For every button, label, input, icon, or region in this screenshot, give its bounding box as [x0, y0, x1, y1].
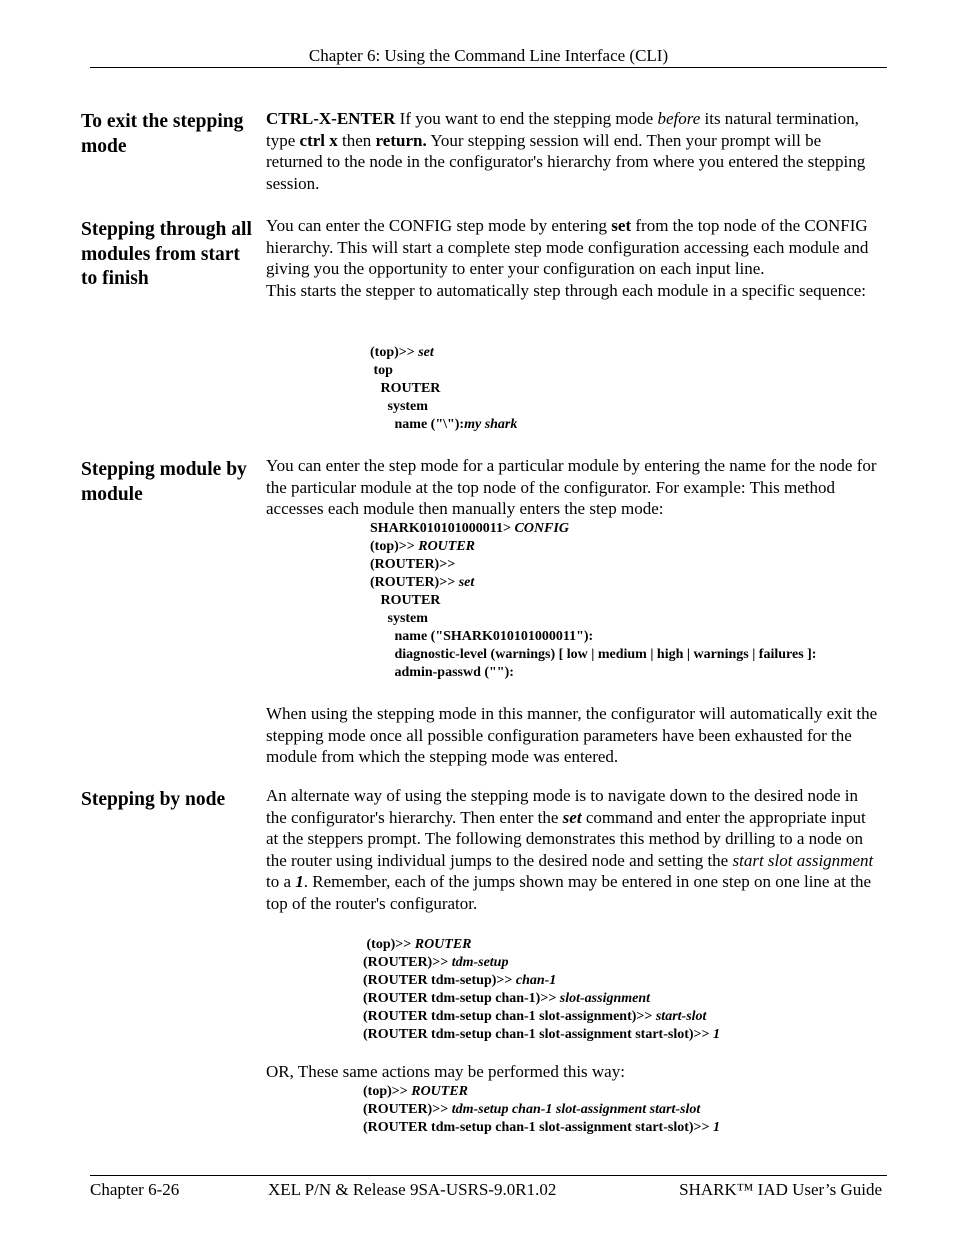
- code-line: name ("SHARK010101000011"):: [370, 629, 594, 644]
- paragraph-or-same-actions: OR, These same actions may be performed this way:: [266, 1062, 625, 1081]
- heading-stepping-all-modules: Stepping through all modules from start to finish: [81, 219, 252, 289]
- code-block-by-node-single-line: [363, 1083, 720, 1137]
- code-block-by-node-individual: [363, 936, 720, 1044]
- code-line: name ("\"):my shark: [370, 417, 518, 432]
- heading-stepping-module-by-module: Stepping module by module: [81, 459, 247, 505]
- footer-rule: [90, 1175, 887, 1176]
- code-line: (top)>> set: [370, 345, 434, 360]
- heading-exit-stepping-mode: To exit the stepping mode: [81, 111, 244, 157]
- code-line: (ROUTER tdm-setup chan-1 slot-assignment)>> start-slot: [363, 1009, 707, 1024]
- footer-guide-title: SHARK™ IAD User’s Guide: [679, 1180, 882, 1199]
- code-line: system: [370, 399, 428, 414]
- paragraph-exit-stepping-mode: CTRL-X-ENTER If you want to end the stepping mode before its natural termination, type ctrl x then return. Your stepping session will end. Then your prompt will be returned to the node in the configurator's hierarchy from where you entered the stepping session.: [266, 109, 866, 193]
- page-header: Chapter 6: Using the Command Line Interface (CLI): [308, 46, 669, 65]
- code-line: SHARK010101000011> CONFIG: [370, 521, 569, 536]
- code-line: (ROUTER tdm-setup chan-1 slot-assignment start-slot)>> 1: [363, 1027, 720, 1042]
- code-line: (ROUTER tdm-setup chan-1 slot-assignment start-slot)>> 1: [363, 1120, 720, 1135]
- code-line: system: [370, 611, 428, 626]
- code-line: (ROUTER tdm-setup chan-1)>> slot-assignment: [363, 991, 651, 1006]
- code-line: top: [370, 363, 393, 378]
- code-line: diagnostic-level (warnings) [ low | medium | high | warnings | failures ]:: [370, 647, 817, 662]
- code-block-all-modules: [370, 344, 517, 434]
- code-block-module-by-module: [370, 520, 816, 682]
- code-line: ROUTER: [370, 593, 441, 608]
- paragraph-stepping-all-modules: You can enter the CONFIG step mode by entering set from the top node of the CONFIG hierarchy. This will start a complete step mode configuration accessing each module and giving you the opportunity to enter your configuration on each input line. This starts the stepper to automatically step through each module in a specific sequence:: [266, 216, 869, 300]
- code-line: admin-passwd (""):: [370, 665, 514, 680]
- code-line: (top)>> ROUTER: [363, 1084, 469, 1099]
- paragraph-stepping-module-by-module: You can enter the step mode for a particular module by entering the name for the node for the particular module at the top node of the configurator. For example: This method accesses each module then manually enters the step mode:: [266, 456, 877, 519]
- code-line: ROUTER: [370, 381, 441, 396]
- code-line: (ROUTER)>> tdm-setup: [363, 955, 509, 970]
- heading-stepping-by-node: Stepping by node: [81, 789, 226, 810]
- footer-release: XEL P/N & Release 9SA-USRS-9.0R1.02: [268, 1180, 557, 1199]
- code-line: (ROUTER)>> tdm-setup chan-1 slot-assignment start-slot: [363, 1102, 701, 1117]
- code-line: (ROUTER)>> set: [370, 575, 475, 590]
- paragraph-stepping-by-node: An alternate way of using the stepping mode is to navigate down to the desired node in the configurator's hierarchy. Then enter the set command and enter the appropriate input at the steppers prompt. The following demonstrates this method by drilling to a node on the router using individual jumps to the desired node and setting the start slot assignment to a 1. Remember, each of the jumps shown may be entered in one step on one line at the top of the router's configurator.: [266, 786, 874, 913]
- code-line: (top)>> ROUTER: [363, 937, 472, 952]
- ctrl-x-enter-command: CTRL-X-ENTER: [266, 109, 396, 128]
- paragraph-module-exit-note: When using the stepping mode in this manner, the configurator will automatically exit the stepping mode once all possible configuration parameters have been exhausted for the module from which the stepping mode was entered.: [266, 704, 878, 767]
- header-rule: [90, 67, 887, 68]
- code-line: (ROUTER tdm-setup)>> chan-1: [363, 973, 557, 988]
- code-line: (top)>> ROUTER: [370, 539, 476, 554]
- footer-page-number: Chapter 6-26: [90, 1180, 180, 1199]
- code-line: (ROUTER)>>: [370, 557, 456, 572]
